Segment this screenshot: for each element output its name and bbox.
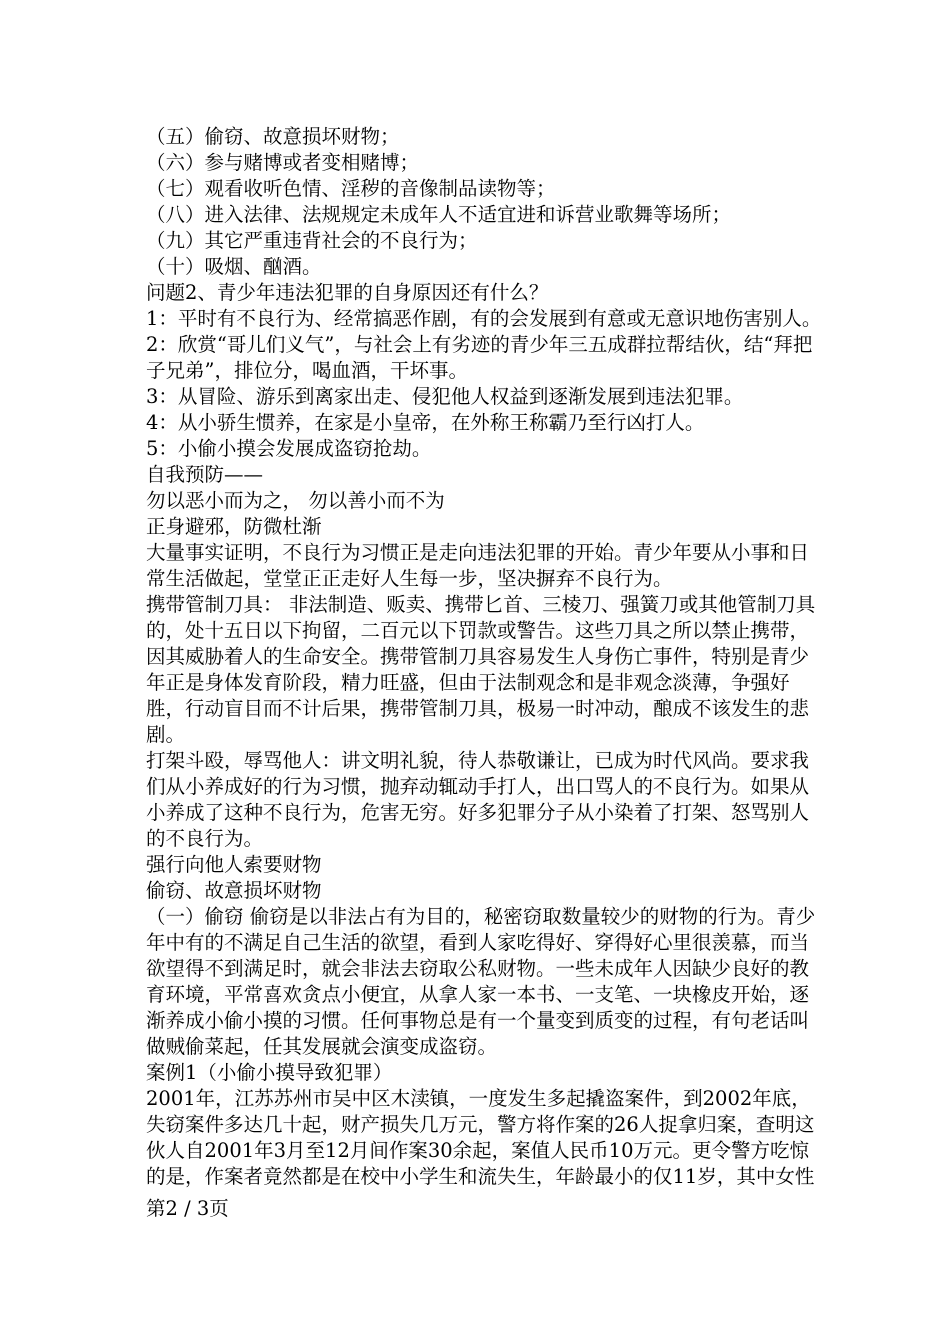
paragraph: 3：从冒险、游乐到离家出走、侵犯他人权益到逐渐发展到违法犯罪。: [146, 385, 744, 408]
section-heading: 偷窃、故意损坏财物: [146, 879, 322, 902]
paragraph: （六）参与赌博或者变相赌博；: [146, 151, 420, 174]
paragraph: 勿以恶小而为之， 勿以善小而不为: [146, 489, 445, 512]
paragraph: 1：平时有不良行为、经常搞恶作剧，有的会发展到有意或无意识地伤害别人。 2：欣赏“哥儿们义气”，与社会上有劣迹的青少年三五成群拉帮结伙，结“拜把子兄弟”，排位分，喝血酒，干坏事。: [146, 307, 822, 382]
paragraph: （七）观看收听色情、淫秽的音像制品读物等；: [146, 177, 556, 200]
paragraph: 正身避邪，防微杜渐: [146, 515, 322, 538]
section-heading: 自我预防——: [146, 463, 264, 486]
paragraph: （十）吸烟、酗酒。: [146, 255, 322, 278]
page-number: 第2 / 3页: [146, 1197, 229, 1220]
document-body: [146, 124, 826, 1190]
paragraph: （五）偷窃、故意损坏财物；: [146, 125, 400, 148]
paragraph: 4：从小骄生惯养，在家是小皇帝，在外称王称霸乃至行凶打人。: [146, 411, 705, 434]
paragraph: 2001年，江苏苏州市吴中区木渎镇，一度发生多起撬盗案件，到2002年底，失窃案件多达几十起，财产损失几万元，警方将作案的26人捉拿归案，查明这伙人自2001年3月至12月间作案30余起，案值人民币10万元。更令警方吃惊的是，作案者竟然都是在校中小学生和流失生，年龄最小的仅11岁，其中女性: [146, 1087, 815, 1188]
section-heading: 问题2、青少年违法犯罪的自身原因还有什么？: [146, 281, 549, 304]
paragraph: 打架斗殴，辱骂他人：讲文明礼貌，待人恭敬谦让，已成为时代风尚。要求我们从小养成好的行为习惯，抛弃动辄动手打人，出口骂人的不良行为。如果从小养成了这种不良行为，危害无穷。好多犯罪分子从小染着了打架、怒骂别人的不良行为。: [146, 749, 810, 850]
paragraph: 携带管制刀具： 非法制造、贩卖、携带匕首、三棱刀、强簧刀或其他管制刀具的，处十五日以下拘留，二百元以下罚款或警告。这些刀具之所以禁止携带，因其威胁着人的生命安全。携带管制刀具容易发生人身伤亡事件，特别是青少年正是身体发育阶段，精力旺盛，但由于法制观念和是非观念淡薄，争强好胜，行动盲目而不计后果，携带管制刀具，极易一时冲动，酿成不该发生的悲剧。: [146, 593, 816, 746]
paragraph: （九）其它严重违背社会的不良行为；: [146, 229, 478, 252]
section-heading: 强行向他人索要财物: [146, 853, 322, 876]
paragraph: 5：小偷小摸会发展成盗窃抢劫。: [146, 437, 432, 460]
paragraph: （八）进入法律、法规规定未成年人不适宜进和诉营业歌舞等场所；: [146, 203, 732, 226]
section-heading: 案例1（小偷小摸导致犯罪）: [146, 1061, 393, 1084]
paragraph: （一）偷窃 偷窃是以非法占有为目的，秘密窃取数量较少的财物的行为。青少年中有的不满足自己生活的欲望，看到人家吃得好、穿得好心里很羡慕，而当欲望得不到满足时，就会非法去窃取公私财物。一些未成年人因缺少良好的教育环境，平常喜欢贪点小便宜，从拿人家一本书、一支笔、一块橡皮开始，逐渐养成小偷小摸的习惯。任何事物总是有一个量变到质变的过程，有句老话叫做贼偷菜起，任其发展就会演变成盗窃。: [146, 905, 816, 1058]
paragraph: 大量事实证明，不良行为习惯正是走向违法犯罪的开始。青少年要从小事和日常生活做起，堂堂正正走好人生每一步，坚决摒弃不良行为。: [146, 541, 810, 590]
